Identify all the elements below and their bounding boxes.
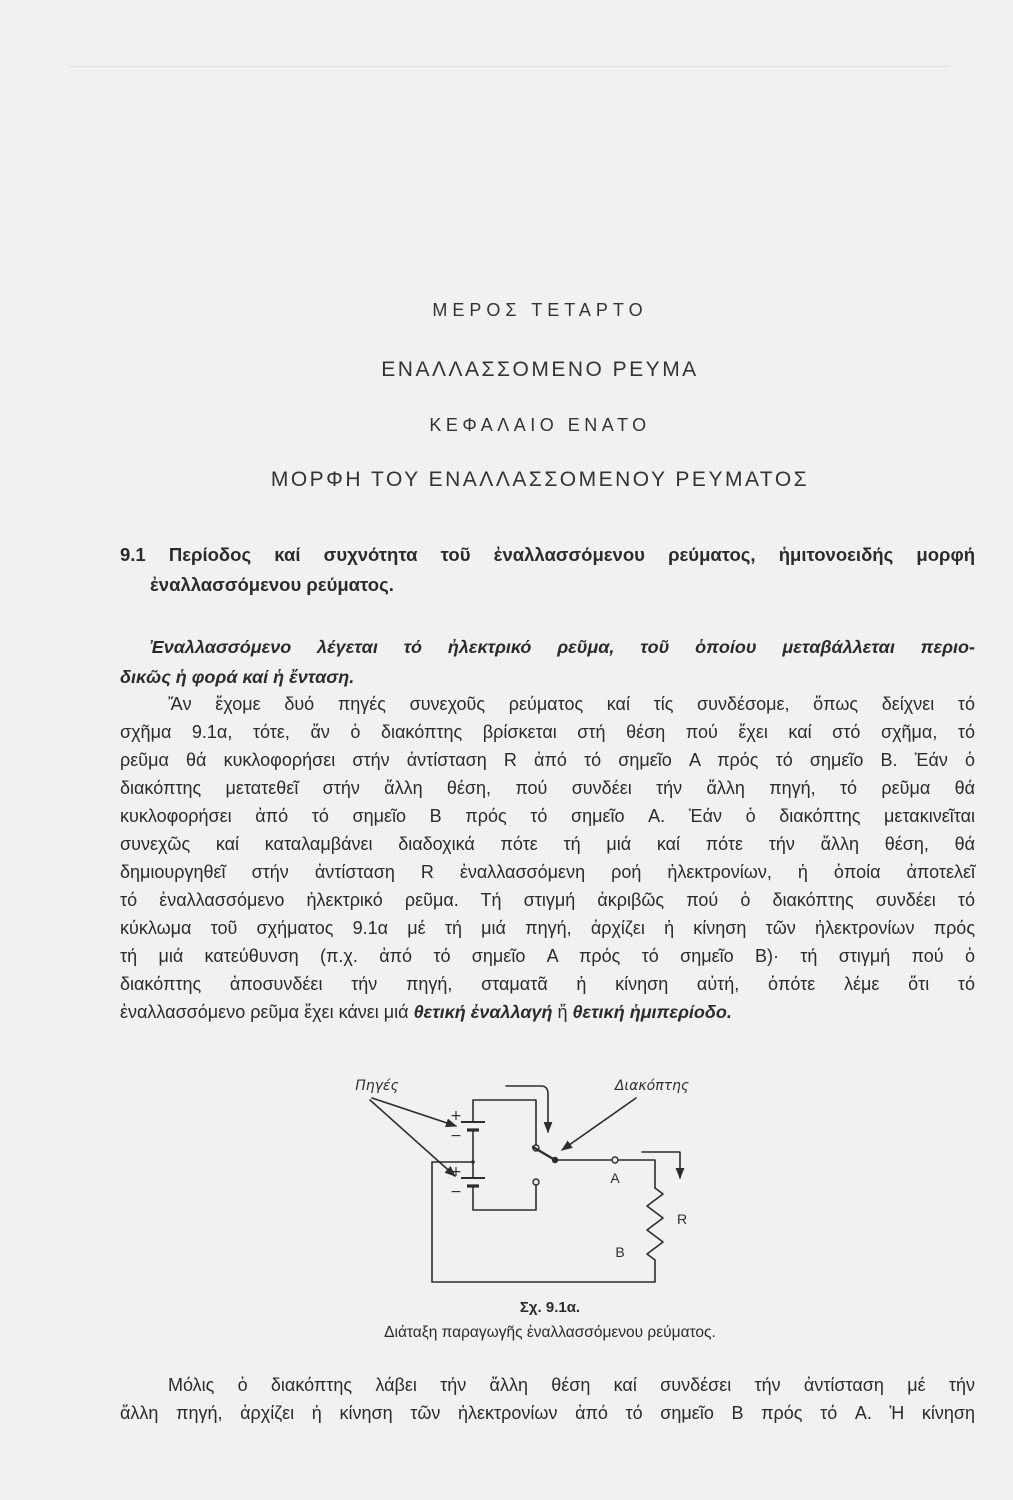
part-heading: ΜΕΡΟΣ ΤΕΤΑΡΤΟ	[432, 300, 648, 320]
emphasis-positive-half-period: θετική ἡμιπερίοδο.	[572, 1002, 732, 1022]
paragraph-line: διακόπτης μετατεθεῖ στήν ἄλλη θέση, πού συνδέει τήν ἄλλη πηγή, τό ρεῦμα θά	[120, 778, 975, 798]
last-line-text: ἐναλλασσόμενο ρεῦμα ἔχει κάνει μιά	[120, 1002, 414, 1022]
paragraph-1	[120, 690, 975, 1026]
paragraph-line: ἄλλη πηγή, ἀρχίζει ἡ κίνηση τῶν ἠλεκτρονίων ἀπό τό σημεῖο B πρός τό A. Ἡ κίνηση	[120, 1403, 975, 1423]
paragraph-line: τό ἐναλλασσόμενο ἠλεκτρικό ρεῦμα. Τή στιγμή ἀκριβῶς πού ὁ διακόπτης συνδέει τό	[120, 890, 975, 910]
figure-number: Σχ. 9.1α.	[519, 1299, 581, 1316]
definition-line: Ἐναλλασσόμενο λέγεται τό ἠλεκτρικό ρεῦμα, τοῦ ὁποίου μεταβάλλεται περιο-	[150, 637, 975, 657]
paragraph-line: τή μιά κατεύθυνση (π.χ. ἀπό τό σημεῖο A πρός τό σημεῖο B)· τή στιγμή πού ὁ	[120, 946, 975, 966]
switch-contact-arrow	[506, 1086, 548, 1132]
paragraph-last-line	[120, 998, 975, 1026]
return-wire	[432, 1162, 655, 1282]
chapter-title: ΜΟΡΦΗ ΤΟΥ ΕΝΑΛΛΑΣΣΟΜΕΝΟΥ ΡΕΥΜΑΤΟΣ	[270, 468, 810, 491]
switch-lower-contact	[533, 1179, 539, 1185]
switch-blade	[533, 1147, 555, 1160]
paragraph-line: δημιουργηθεῖ στήν ἀντίσταση R ἐναλλασσόμενη ροή ἠλεκτρονίων, ἡ ὁποία ἀποτελεῖ	[120, 862, 975, 882]
a-to-resistor-wire	[618, 1160, 655, 1188]
battery-2-plus-sign: +	[450, 1164, 462, 1180]
paragraph-line: ρεῦμα θά κυκλοφορήσει στήν ἀντίσταση R ἀπό τό σημεῖο A πρός τό σημεῖο B. Ἐάν ὁ	[120, 750, 975, 770]
sources-label: Πηγές	[355, 1078, 399, 1094]
paragraph-line: Μόλις ὁ διακόπτης λάβει τήν ἄλλη θέση καί συνδέσει τήν ἀντίσταση μέ τήν	[168, 1375, 975, 1395]
lower-source-wire	[473, 1185, 536, 1210]
battery-1-minus-sign: −	[450, 1128, 462, 1144]
figure-caption: Διάταξη παραγωγῆς ἐναλλασσόμενου ρεύματος.	[384, 1324, 716, 1341]
resistor-label: R	[676, 1211, 688, 1227]
paragraph-line: κύκλωμα τοῦ σχήματος 9.1α μέ τή μιά πηγή, ἀρχίζει ἡ κίνηση τῶν ἠλεκτρονίων πρός	[120, 918, 975, 938]
resistor-r	[647, 1188, 663, 1260]
chapter-heading: ΚΕΦΑΛΑΙΟ ΕΝΑΤΟ	[429, 415, 651, 435]
section-title-line: ἐναλλασσόμενου ρεύματος.	[150, 574, 394, 595]
paragraph-line: συνεχῶς καί καταλαμβάνει διαδοχικά πότε τή μιά καί πότε τήν ἄλλη θέση, θά	[120, 834, 975, 854]
battery-1-plus-sign: +	[450, 1108, 462, 1124]
current-direction-arrow	[642, 1152, 680, 1178]
circuit-diagram	[330, 1070, 720, 1300]
definition	[120, 632, 975, 692]
last-line-text: ἤ	[552, 1002, 573, 1022]
definition-line: δικῶς ἡ φορά καί ἡ ἔνταση.	[120, 667, 355, 687]
point-a-label: A	[610, 1170, 620, 1186]
emphasis-positive-alternation: θετική ἐναλλαγή	[413, 1002, 553, 1022]
figure-9-1a	[330, 1070, 720, 1300]
paragraph-line: διακόπτης ἀποσυνδέει τήν πηγή, σταματᾶ ἡ κίνηση αὐτή, ὁπότε λέμε ὅτι τό	[120, 974, 975, 994]
top-page-rule	[70, 66, 950, 67]
point-b-label: B	[615, 1244, 625, 1260]
section-title-line: 9.1 Περίοδος καί συχνότητα τοῦ ἐναλλασσόμενου ρεύματος, ἡμιτονοειδής μορφή	[120, 544, 975, 565]
common-junction	[471, 1160, 475, 1164]
switch-pointer-arrow	[562, 1098, 636, 1150]
paragraph-line: Ἄν ἔχομε δυό πηγές συνεχοῦς ρεύματος καί τίς συνδέσομε, ὅπως δείχνει τό	[168, 694, 975, 714]
paragraph-line: κυκλοφορήσει ἀπό τό σημεῖο B πρός τό σημεῖο A. Ἐάν ὁ διακόπτης μετακινεῖται	[120, 806, 975, 826]
paragraph-line: σχῆμα 9.1α, τότε, ἄν ὁ διακόπτης βρίσκεται στή θέση πού ἔχει καί στό σχῆμα, τό	[120, 722, 975, 742]
point-a-terminal	[612, 1157, 618, 1163]
section-title	[120, 540, 975, 600]
switch-label: Διακόπτης	[614, 1078, 690, 1094]
paragraph-2	[120, 1371, 975, 1427]
battery-2-minus-sign: −	[450, 1184, 462, 1200]
part-subject-heading: ΕΝΑΛΛΑΣΣΟΜΕΝΟ ΡΕΥΜΑ	[381, 358, 699, 381]
